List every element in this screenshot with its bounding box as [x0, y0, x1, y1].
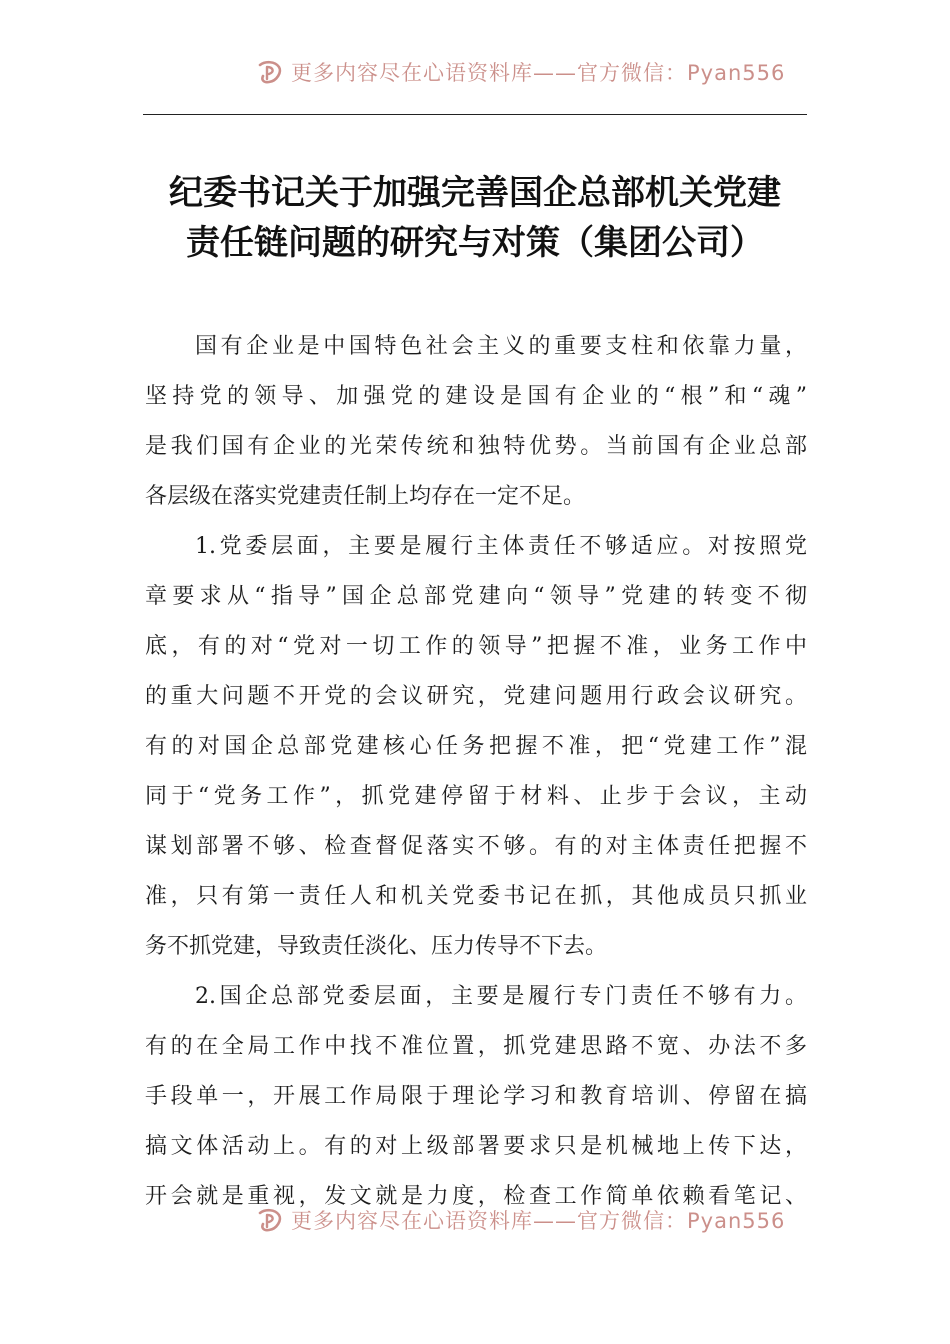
- text-line: 谋划部署不够、检查督促落实不够。有的对主体责任把握不: [145, 834, 807, 859]
- text-line: 坚持党的领导、加强党的建设是国有企业的“根”和“魂”: [145, 384, 807, 409]
- brand-logo-icon: [255, 57, 285, 87]
- text-line: 搞文体活动上。有的对上级部署要求只是机械地上传下达，: [145, 1134, 807, 1159]
- title-line: 纪委书记关于加强完善国企总部机关党建: [169, 173, 781, 213]
- text-line: 各层级在落实党建责任制上均存在一定不足。: [145, 484, 586, 509]
- text-line: 同于“党务工作”，抓党建停留于材料、止步于会议，主动: [145, 784, 807, 809]
- paragraph: [145, 972, 807, 1222]
- title-line: 责任链问题的研究与对策（集团公司）: [186, 223, 764, 263]
- text-line: 手段单一，开展工作局限于理论学习和教育培训、停留在搞: [145, 1084, 807, 1109]
- header-watermark: [255, 54, 785, 90]
- text-line: 开会就是重视，发文就是力度，检查工作简单依赖看笔记、: [145, 1184, 807, 1209]
- text-line: 2.国企总部党委层面，主要是履行专门责任不够有力。: [195, 984, 807, 1009]
- text-line: 有的在全局工作中找不准位置，抓党建思路不宽、办法不多: [145, 1034, 807, 1059]
- header-divider: [143, 114, 807, 115]
- text-line: 国有企业是中国特色社会主义的重要支柱和依靠力量，: [195, 334, 807, 359]
- text-line: 是我们国有企业的光荣传统和独特优势。当前国有企业总部: [145, 434, 807, 459]
- document-body: [145, 322, 807, 1222]
- paragraph: [145, 522, 807, 972]
- paragraph: [145, 322, 807, 522]
- header-watermark-text: 更多内容尽在心语资料库——官方微信：Pyan556: [291, 61, 786, 85]
- brand-logo-icon: [255, 1205, 285, 1235]
- text-line: 的重大问题不开党的会议研究，党建问题用行政会议研究。: [145, 684, 807, 709]
- footer-watermark-text: 更多内容尽在心语资料库——官方微信：Pyan556: [291, 1209, 786, 1233]
- text-line: 底，有的对“党对一切工作的领导”把握不准，业务工作中: [145, 634, 807, 659]
- text-line: 1.党委层面，主要是履行主体责任不够适应。对按照党: [195, 534, 807, 559]
- text-line: 章要求从“指导”国企总部党建向“领导”党建的转变不彻: [145, 584, 807, 609]
- text-line: 准，只有第一责任人和机关党委书记在抓，其他成员只抓业: [145, 884, 807, 909]
- document-title: [120, 168, 830, 268]
- text-line: 有的对国企总部党建核心任务把握不准，把“党建工作”混: [145, 734, 807, 759]
- footer-watermark: [255, 1202, 785, 1238]
- text-line: 务不抓党建，导致责任淡化、压力传导不下去。: [145, 934, 608, 959]
